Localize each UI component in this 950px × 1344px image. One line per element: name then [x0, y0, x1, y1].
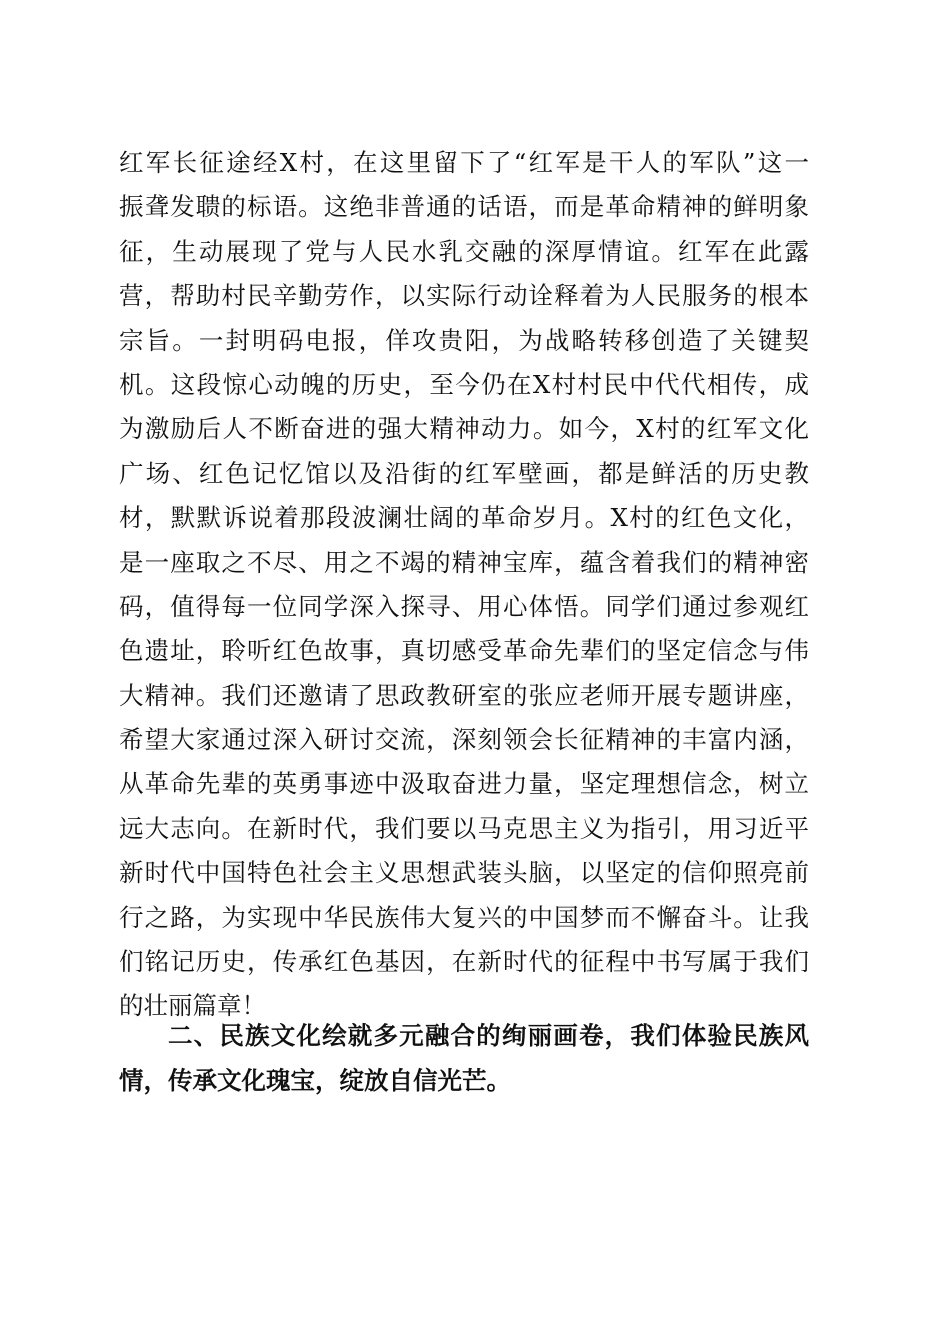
body-line-1: 红军长征途经X村，在这里留下了“红军是干人的军队”这一 [119, 148, 809, 177]
body-line-5: 宗旨。一封明码电报，佯攻贵阳，为战略转移创造了关键契 [119, 325, 809, 355]
body-line-3: 征，生动展现了党与人民水乳交融的深厚情谊。红军在此露 [119, 236, 809, 266]
body-line-19: 们铭记历史，传承红色基因，在新时代的征程中书写属于我们 [119, 947, 809, 977]
body-line-11: 码，值得每一位同学深入探寻、用心体悟。同学们通过参观红 [119, 591, 809, 621]
heading-line-1: 二、民族文化绘就多元融合的绚丽画卷，我们体验民族风 [168, 1021, 809, 1050]
heading-line-2: 情，传承文化瑰宝，绽放自信光芒。 [119, 1066, 511, 1095]
body-line-2: 振聋发聩的标语。这绝非普通的话语，而是革命精神的鲜明象 [119, 192, 809, 222]
body-line-13: 大精神。我们还邀请了思政教研室的张应老师开展专题讲座， [119, 680, 809, 710]
body-line-16: 远大志向。在新时代，我们要以马克思主义为指引，用习近平 [119, 813, 809, 843]
body-line-10: 是一座取之不尽、用之不竭的精神宝库，蕴含着我们的精神密 [119, 547, 809, 577]
body-line-8: 广场、红色记忆馆以及沿街的红军壁画，都是鲜活的历史教 [119, 458, 809, 488]
body-line-6: 机。这段惊心动魄的历史，至今仍在X村村民中代代相传，成 [119, 369, 809, 399]
section-heading [119, 1013, 809, 1103]
body-line-20: 的壮丽篇章！ [119, 991, 266, 1021]
body-line-7: 为激励后人不断奋进的强大精神动力。如今，X村的红军文化 [119, 414, 809, 444]
body-line-18: 行之路，为实现中华民族伟大复兴的中国梦而不懈奋斗。让我 [119, 902, 809, 932]
body-line-4: 营，帮助村民辛勤劳作，以实际行动诠释着为人民服务的根本 [119, 281, 809, 311]
body-line-15: 从革命先辈的英勇事迹中汲取奋进力量，坚定理想信念，树立 [119, 769, 809, 799]
body-line-9: 材，默默诉说着那段波澜壮阔的革命岁月。X村的红色文化， [119, 503, 809, 533]
body-line-17: 新时代中国特色社会主义思想武装头脑，以坚定的信仰照亮前 [119, 858, 809, 888]
body-line-12: 色遗址，聆听红色故事，真切感受革命先辈们的坚定信念与伟 [119, 636, 809, 666]
body-paragraph [119, 141, 809, 1029]
body-line-14: 希望大家通过深入研讨交流，深刻领会长征精神的丰富内涵， [119, 725, 809, 755]
